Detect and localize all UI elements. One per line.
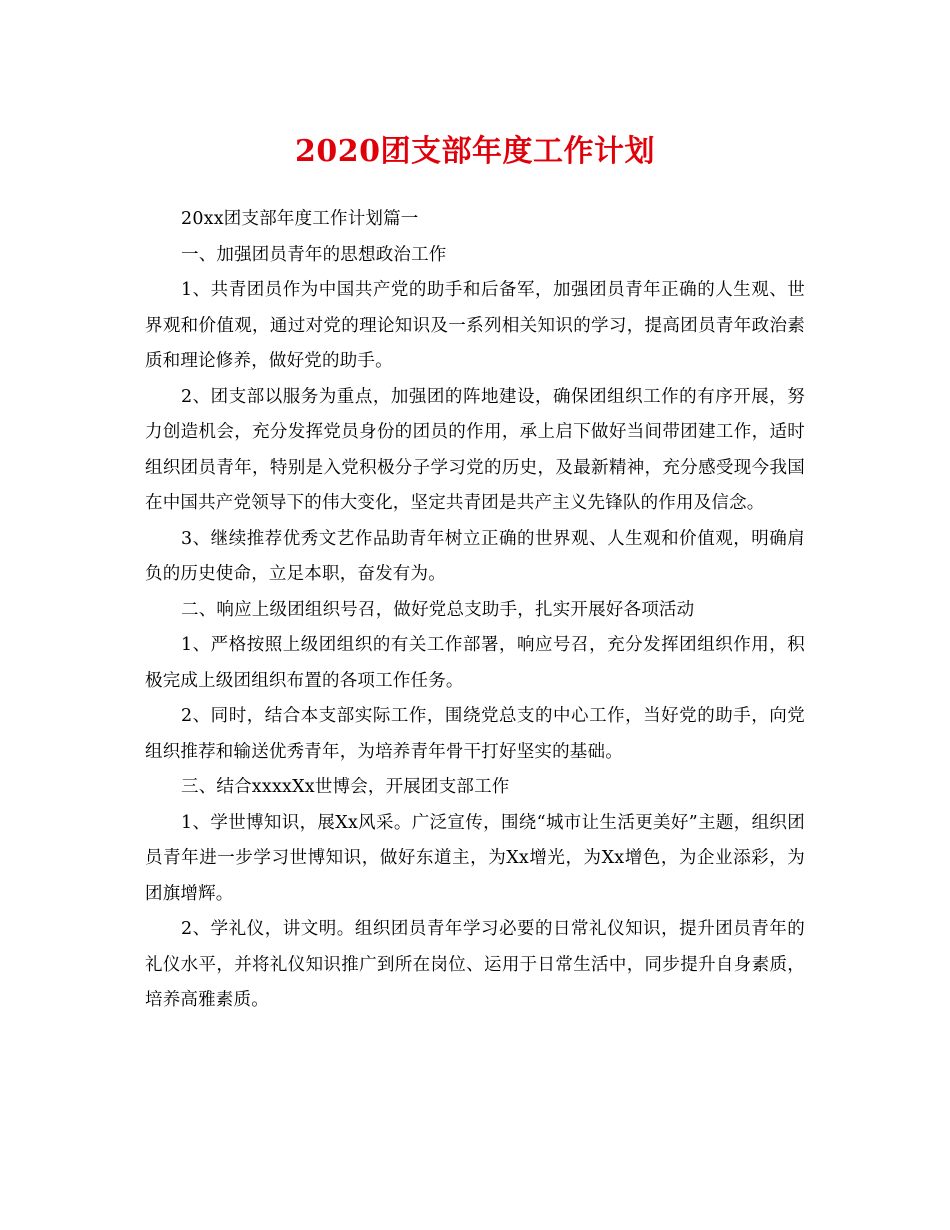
paragraph-3-1: 1、学世博知识，展Xx风采。广泛宣传，围绕“城市让生活更美好”主题，组织团员青年进一步学习世博知识，做好东道主，为Xx增光，为Xx增色，为企业添彩，为团旗增辉。 bbox=[145, 812, 805, 904]
paragraph-2-1: 1、严格按照上级团组织的有关工作部署，响应号召，充分发挥团组织作用，积极完成上级团组织布置的各项工作任务。 bbox=[145, 635, 805, 691]
paragraph-3-2: 2、学礼仪，讲文明。组织团员青年学习必要的日常礼仪知识，提升团员青年的礼仪水平，并将礼仪知识推广到所在岗位、运用于日常生活中，同步提升自身素质，培养高雅素质。 bbox=[145, 919, 805, 1010]
subtitle-paragraph: 20xx团支部年度工作计划篇一 bbox=[181, 209, 419, 229]
section-heading-2: 二、响应上级团组织号召，做好党总支助手，扎实开展好各项活动 bbox=[181, 599, 695, 620]
section-heading-3: 三、结合xxxxXx世博会，开展团支部工作 bbox=[181, 777, 510, 797]
section-heading-1: 一、加强团员青年的思想政治工作 bbox=[181, 244, 447, 265]
paragraph-1-1: 1、共青团员作为中国共产党的助手和后备军，加强团员青年正确的人生观、世界观和价值观，通过对党的理论知识及一系列相关知识的学习，提高团员青年政治素质和理论修养，做好党的助手。 bbox=[145, 280, 805, 371]
paragraph-2-2: 2、同时，结合本支部实际工作，围绕党总支的中心工作，当好党的助手，向党组织推荐和输送优秀青年，为培养青年骨干打好坚实的基础。 bbox=[145, 706, 805, 762]
paragraph-1-2: 2、团支部以服务为重点，加强团的阵地建设，确保团组织工作的有序开展，努力创造机会，充分发挥党员身份的团员的作用，承上启下做好当间带团建工作，适时组织团员青年，特别是入党积极分子学习党的历史，及最新精神，充分感受现今我国在中国共产党领导下的伟大变化，坚定共青团是共产主义先锋队的作用及信念。 bbox=[145, 386, 805, 513]
paragraph-1-3: 3、继续推荐优秀文艺作品助青年树立正确的世界观、人生观和价值观，明确肩负的历史使命，立足本职，奋发有为。 bbox=[145, 528, 805, 584]
document-body bbox=[145, 202, 805, 1019]
document-title: 2020团支部年度工作计划 bbox=[295, 134, 655, 169]
